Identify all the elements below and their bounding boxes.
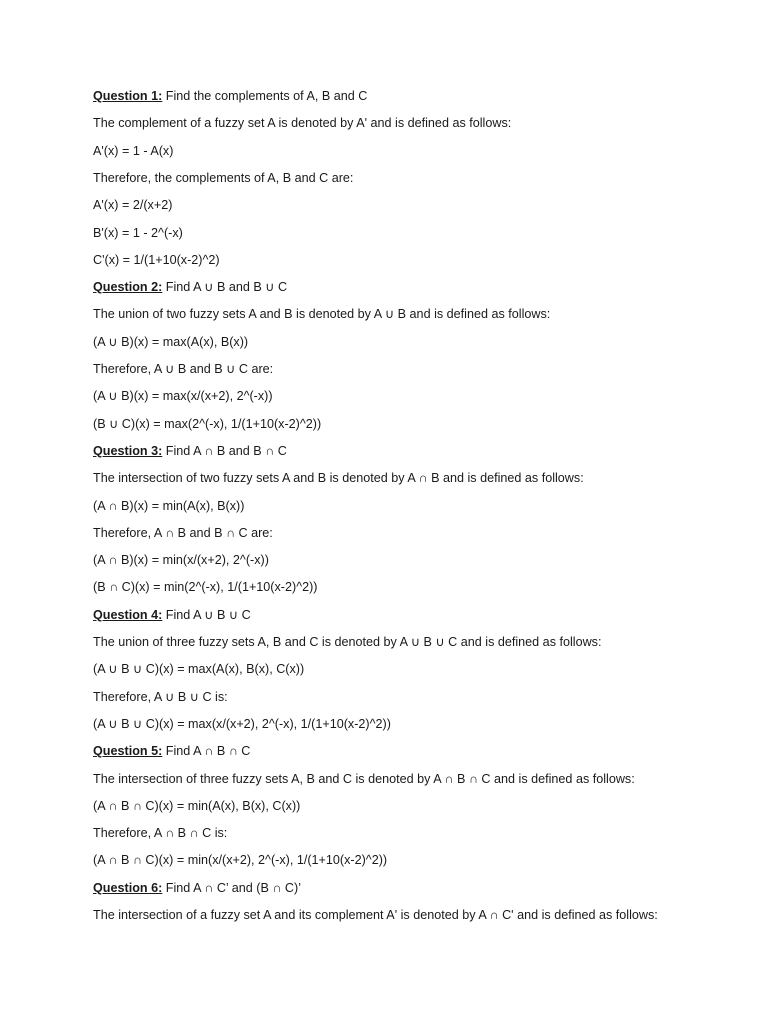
body-text-line: Therefore, A ∪ B and B ∪ C are: bbox=[93, 362, 274, 376]
body-text-line: Therefore, A ∩ B ∩ C is: bbox=[93, 826, 228, 841]
question-heading bbox=[93, 880, 301, 896]
body-text-line: The intersection of three fuzzy sets A, B and C is denoted by A ∩ B ∩ C and is defined as follows: bbox=[93, 771, 635, 786]
body-text-line: (A ∪ B ∪ C)(x) = max(A(x), B(x), C(x)) bbox=[93, 662, 305, 677]
question-heading bbox=[93, 279, 287, 295]
body-text-line: Therefore, A ∩ B and B ∩ C are: bbox=[93, 525, 273, 540]
question-heading bbox=[93, 743, 250, 759]
question-text: Find A ∪ B and B ∪ C bbox=[162, 280, 288, 295]
question-heading bbox=[93, 88, 367, 104]
body-text-line: (A ∩ B)(x) = min(A(x), B(x)) bbox=[93, 498, 245, 513]
body-text-line: (A ∪ B)(x) = max(x/(x+2), 2^(-x)) bbox=[93, 389, 273, 404]
question-heading bbox=[93, 607, 251, 623]
body-text-line: (A ∪ B)(x) = max(A(x), B(x)) bbox=[93, 334, 249, 349]
body-text-line: The intersection of two fuzzy sets A and B is denoted by A ∩ B and is defined as follows: bbox=[93, 471, 584, 486]
question-text: Find A ∩ C’ and (B ∩ C)’ bbox=[162, 880, 302, 895]
question-label: Question 2: bbox=[93, 280, 163, 295]
body-text-line: (A ∪ B ∪ C)(x) = max(x/(x+2), 2^(-x), 1/(1+10(x-2)^2)) bbox=[93, 716, 391, 731]
body-text-line: The union of two fuzzy sets A and B is denoted by A ∪ B and is defined as follows: bbox=[93, 307, 551, 322]
question-label: Question 4: bbox=[93, 607, 163, 622]
question-label: Question 6: bbox=[93, 880, 163, 895]
question-text: Find A ∩ B ∩ C bbox=[162, 744, 251, 759]
question-label: Question 1: bbox=[93, 89, 163, 103]
body-text-line: (B ∪ C)(x) = max(2^(-x), 1/(1+10(x-2)^2)) bbox=[93, 416, 322, 431]
question-label: Question 3: bbox=[93, 443, 163, 458]
question-text: Find the complements of A, B and C bbox=[162, 89, 368, 103]
body-text-line: (A ∩ B)(x) = min(x/(x+2), 2^(-x)) bbox=[93, 553, 269, 568]
body-text-line: (A ∩ B ∩ C)(x) = min(A(x), B(x), C(x)) bbox=[93, 798, 301, 813]
body-text-line: (B ∩ C)(x) = min(2^(-x), 1/(1+10(x-2)^2)) bbox=[93, 580, 318, 595]
body-text-line: C'(x) = 1/(1+10(x-2)^2) bbox=[93, 252, 220, 267]
body-text-line: The intersection of a fuzzy set A and its complement A' is denoted by A ∩ C' and is defined as follows: bbox=[93, 908, 658, 922]
body-text-line: Therefore, A ∪ B ∪ C is: bbox=[93, 689, 228, 704]
question-heading bbox=[93, 443, 287, 459]
body-text-line: A'(x) = 2/(x+2) bbox=[93, 198, 173, 213]
body-text-line: The complement of a fuzzy set A is denoted by A' and is defined as follows: bbox=[93, 116, 512, 131]
body-text-line: Therefore, the complements of A, B and C are: bbox=[93, 170, 354, 185]
body-text-line: A'(x) = 1 - A(x) bbox=[93, 143, 174, 158]
question-text: Find A ∪ B ∪ C bbox=[162, 607, 251, 622]
question-label: Question 5: bbox=[93, 744, 163, 759]
body-text-line: (A ∩ B ∩ C)(x) = min(x/(x+2), 2^(-x), 1/(1+10(x-2)^2)) bbox=[93, 853, 388, 868]
body-text-line: B'(x) = 1 - 2^(-x) bbox=[93, 225, 183, 240]
question-text: Find A ∩ B and B ∩ C bbox=[162, 443, 287, 458]
body-text-line: The union of three fuzzy sets A, B and C is denoted by A ∪ B ∪ C and is defined as follows: bbox=[93, 635, 602, 649]
